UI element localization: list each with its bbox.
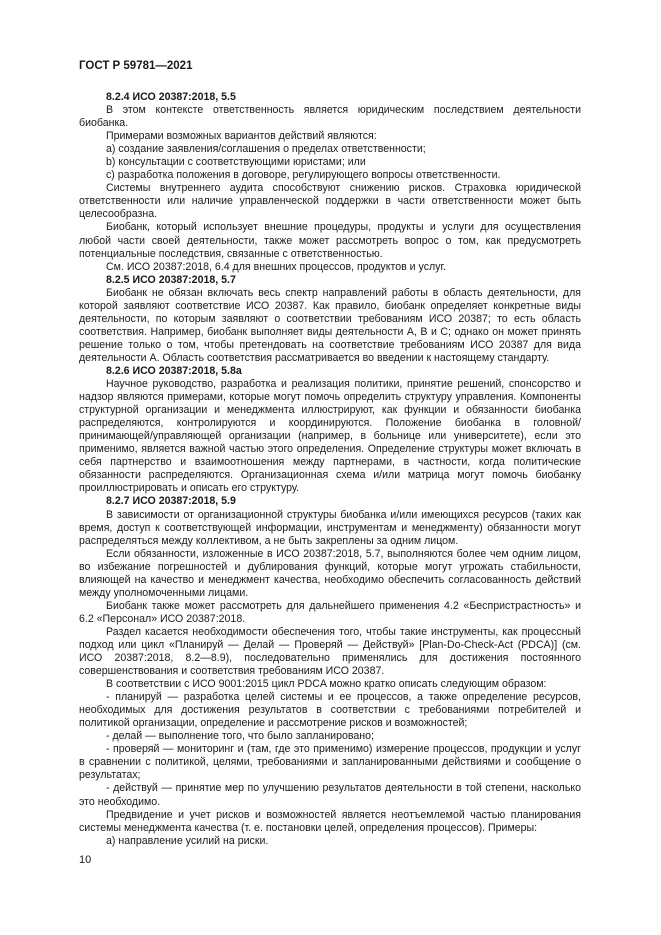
- paragraph: Предвидение и учет рисков и возможностей является неотъемлемой частью планирования системы менеджмента качества (т. е. постановки целей, определения процессов). Примеры:: [79, 808, 581, 834]
- paragraph: Примерами возможных вариантов действий являются:: [106, 130, 377, 143]
- list-item: а) создание заявления/соглашения о пределах ответственности;: [106, 143, 426, 156]
- section-heading-8-2-6: 8.2.6 ИСО 20387:2018, 5.8а: [106, 364, 242, 377]
- list-item: - планируй — разработка целей системы и ее процессов, а также определение ресурсов, необходимых для достижения результатов в соответствии с требованиями потребителей и политикой организации, определение и рассмотрение рисков и возможностей;: [79, 691, 581, 730]
- page-number: 10: [79, 854, 92, 866]
- list-item: - проверяй — мониторинг и (там, где это применимо) измерение процессов, продукции и услуг в сравнении с политикой, целями, требованиями и запланированными действиями и сообщение о результатах;: [79, 743, 581, 782]
- section-heading-8-2-5: 8.2.5 ИСО 20387:2018, 5.7: [106, 273, 236, 286]
- list-item: - действуй — принятие мер по улучшению результатов деятельности в той степени, насколько это необходимо.: [79, 782, 581, 808]
- section-heading-8-2-7: 8.2.7 ИСО 20387:2018, 5.9: [106, 495, 236, 508]
- paragraph: Научное руководство, разработка и реализация политики, принятие решений, спонсорство и надзор являются примерами, которые могут помочь определить структуру управления. Компоненты структурной организации и менеджмента иллюстрируют, как функции и обязанности биобанка распределяются, контролируются и координируются. Положение биобанка в головной/принимающей/управляющей организации (например, в больнице или университете), если это применимо, является важной частью этого определения. Определение структуры может включать в себя партнерство и взаимоотношения между партнерами, в частности, когда политические обязанности распределяются. Организационная схема и/или матрица могут помочь биобанку проиллюстрировать и описать его структуру.: [79, 378, 581, 495]
- list-item: с) разработка положения в договоре, регулирующего вопросы ответственности.: [106, 169, 501, 182]
- document-body: [79, 91, 581, 848]
- paragraph: В зависимости от организационной структуры биобанка и/или имеющихся ресурсов (таких как время, доступ к соответствующей информации, инструментам и менеджменту) обязанности могут распределяться между коллективом, а не быть закреплены за одним лицом.: [79, 508, 581, 547]
- paragraph: Раздел касается необходимости обеспечения того, чтобы такие инструменты, как процессный подход или цикл «Планируй — Делай — Проверяй — Действуй» [Plan-Do-Check-Act (PDCA)] (см. ИСО 20387:2018, 8.2—8.9), последовательно применялись для достижения постоянного совершенствования и соответствия требованиям ИСО 20387.: [79, 625, 581, 678]
- list-item: b) консультации с соответствующими юристами; или: [106, 156, 366, 169]
- paragraph: В соответствии с ИСО 9001:2015 цикл PDCA можно кратко описать следующим образом:: [106, 678, 547, 691]
- paragraph: Биобанк также может рассмотреть для дальнейшего применения 4.2 «Беспристрастность» и 6.2 «Персонал» ИСО 20387:2018.: [79, 599, 581, 625]
- paragraph: Биобанк не обязан включать весь спектр направлений работы в область деятельности, для которой заявляют соответствие ИСО 20387. Как правило, биобанк определяет конкретные виды деятельности, по которым заявляют о соответствии требованиям ИСО 20387; то есть область соответствия. Например, биобанк выполняет виды деятельности А, В и С; однако он может принять решение только о том, чтобы претендовать на соответствие требованиям ИСО 20387 для вида деятельности А. Область соответствия рассматривается во введении к настоящему стандарту.: [79, 286, 581, 364]
- paragraph: См. ИСО 20387:2018, 6.4 для внешних процессов, продуктов и услуг.: [106, 260, 447, 273]
- standard-header: ГОСТ Р 59781—2021: [79, 60, 193, 72]
- list-item: а) направление усилий на риски.: [106, 834, 269, 847]
- paragraph: Биобанк, который использует внешние процедуры, продукты и услуги для осуществления любой части своей деятельности, также может рассмотреть вопрос о том, как предусмотреть потенциальные последствия, связанные с ответственностью.: [79, 221, 581, 260]
- section-heading-8-2-4: 8.2.4 ИСО 20387:2018, 5.5: [106, 91, 236, 103]
- paragraph: Если обязанности, изложенные в ИСО 20387:2018, 5.7, выполняются более чем одним лицом, во избежание погрешностей и дублирования функций, которые могут угрожать стабильности, влияющей на качество и менеджмент качества, необходимо обеспечить согласованность действий между уполномоченными лицами.: [79, 547, 581, 599]
- paragraph: Системы внутреннего аудита способствуют снижению рисков. Страховка юридической ответственности или наличие управленческой поддержки в части ответственности может быть целесообразна.: [79, 182, 581, 221]
- paragraph: В этом контексте ответственность является юридическим последствием деятельности биобанка.: [79, 104, 581, 130]
- list-item: - делай — выполнение того, что было запланировано;: [106, 730, 374, 743]
